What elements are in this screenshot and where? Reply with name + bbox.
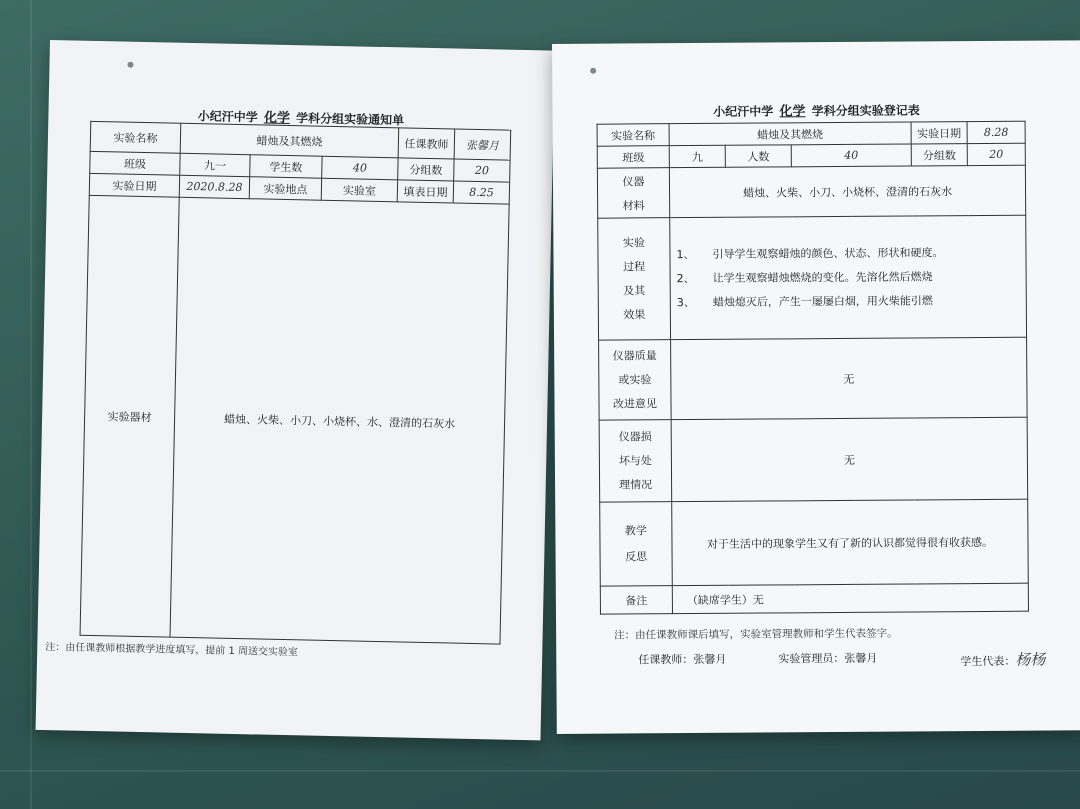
label-groups: 分组数: [398, 158, 454, 181]
label-quality: [599, 340, 672, 421]
value-damage: 无: [671, 417, 1028, 501]
label-line: 教学: [624, 523, 647, 538]
value-groups: 20: [454, 159, 510, 182]
label-line: 理情况: [619, 477, 653, 492]
value-people: 40: [791, 144, 911, 167]
floor-seam: [0, 770, 1080, 772]
label-line: 效果: [623, 307, 646, 322]
label-line: 仪器: [622, 174, 645, 189]
step-item: [677, 264, 1024, 290]
step-item: [676, 240, 1023, 266]
record-footnote: 注：由任课教师课后填写，实验室管理教师和学生代表签字。: [614, 627, 898, 642]
label-line: 过程: [623, 259, 646, 274]
record-table: [597, 121, 1029, 615]
process-steps: [670, 215, 1027, 339]
label-people: 人数: [725, 145, 791, 167]
value-remark: （缺席学生）无: [672, 583, 1028, 613]
label-date: 实验日期: [89, 173, 179, 197]
value-class: 九: [669, 145, 725, 167]
label-reflect: [600, 502, 673, 587]
label-line: 及其: [623, 283, 646, 298]
label-name: 实验名称: [597, 124, 669, 147]
notice-footnote: 注：由任课教师根据教学进度填写，提前 1 周送交实验室: [45, 642, 299, 659]
label-fill-date: 填表日期: [397, 180, 453, 203]
label-date: 实验日期: [911, 122, 967, 144]
sign-teacher: 任课教师：张馨月: [638, 652, 727, 667]
step-number: 3、: [676, 295, 695, 309]
label-damage: [599, 420, 672, 503]
label-class: 班级: [90, 151, 180, 175]
punch-hole: [590, 68, 596, 74]
value-class: 九一: [180, 153, 250, 176]
step-text: 让学生观察蜡烛燃烧的变化。先溶化然后燃烧: [712, 269, 933, 285]
label-line: 坏与处: [618, 453, 652, 468]
label-groups: 分组数: [911, 144, 967, 166]
label-remark: 备注: [600, 586, 672, 615]
floor-seam: [30, 0, 32, 809]
step-text: 引导学生观察蜡烛的颜色、状态、形状和硬度。: [712, 245, 944, 261]
label-line: 改进意见: [612, 396, 658, 411]
step-number: 2、: [676, 271, 695, 285]
label-teacher: 任课教师: [398, 128, 455, 159]
label-students: 学生数: [250, 155, 322, 179]
value-date: 8.28: [967, 121, 1025, 143]
value-quality: 无: [671, 337, 1028, 419]
label-place: 实验地点: [249, 177, 321, 201]
record-sheet: [552, 40, 1080, 734]
step-text: 蜡烛熄灭后，产生一屡屡白烟，用火柴能引燃: [712, 293, 933, 309]
notice-sheet: [36, 40, 555, 740]
label-line: 反思: [625, 549, 648, 564]
value-name: 蜡烛及其燃烧: [669, 122, 911, 146]
label-line: 实验: [622, 235, 645, 250]
label-line: 材料: [622, 198, 645, 213]
label-line: 仪器质量: [612, 348, 657, 363]
title-rest: 学科分组实验登记表: [811, 103, 920, 119]
value-reflect: 对于生活中的现象学生又有了新的认识都觉得很有收获感。: [672, 499, 1029, 585]
title-subject: 化学: [263, 110, 291, 127]
value-name: 蜡烛及其燃烧: [180, 123, 399, 158]
title-school: 小纪汗中学: [713, 104, 774, 119]
label-process: [598, 218, 671, 340]
punch-hole: [127, 62, 133, 68]
label-class: 班级: [597, 146, 669, 169]
sign-student-signature: 杨杨: [1015, 650, 1046, 669]
label-equipment: 实验器材: [80, 195, 179, 637]
value-teacher: 张馨月: [454, 129, 511, 160]
value-instruments: 蜡烛、火柴、小刀、小烧杯、澄清的石灰水: [669, 165, 1025, 217]
step-number: 1、: [676, 247, 695, 261]
title-subject: 化学: [779, 104, 806, 120]
label-line: 仪器损: [618, 429, 652, 444]
value-place: 实验室: [321, 178, 397, 202]
value-groups: 20: [967, 143, 1025, 165]
sign-student-label: 学生代表：: [960, 654, 1016, 669]
record-title: [552, 98, 1080, 121]
value-equipment: 蜡烛、火柴、小刀、小烧杯、水、澄清的石灰水: [170, 197, 509, 644]
label-instruments: [597, 168, 669, 219]
notice-table: [80, 121, 512, 645]
label-name: 实验名称: [90, 121, 181, 153]
title-school: 小纪汗中学: [197, 109, 258, 125]
value-fill-date: 8.25: [453, 181, 509, 204]
value-students: 40: [322, 156, 398, 180]
value-date: 2020.8.28: [179, 175, 249, 198]
sign-admin: 实验管理员：张馨月: [778, 651, 878, 666]
label-line: 或实验: [618, 372, 652, 387]
step-item: [677, 288, 1024, 314]
title-rest: 学科分组实验通知单: [295, 111, 405, 128]
sign-student: [960, 649, 1045, 671]
